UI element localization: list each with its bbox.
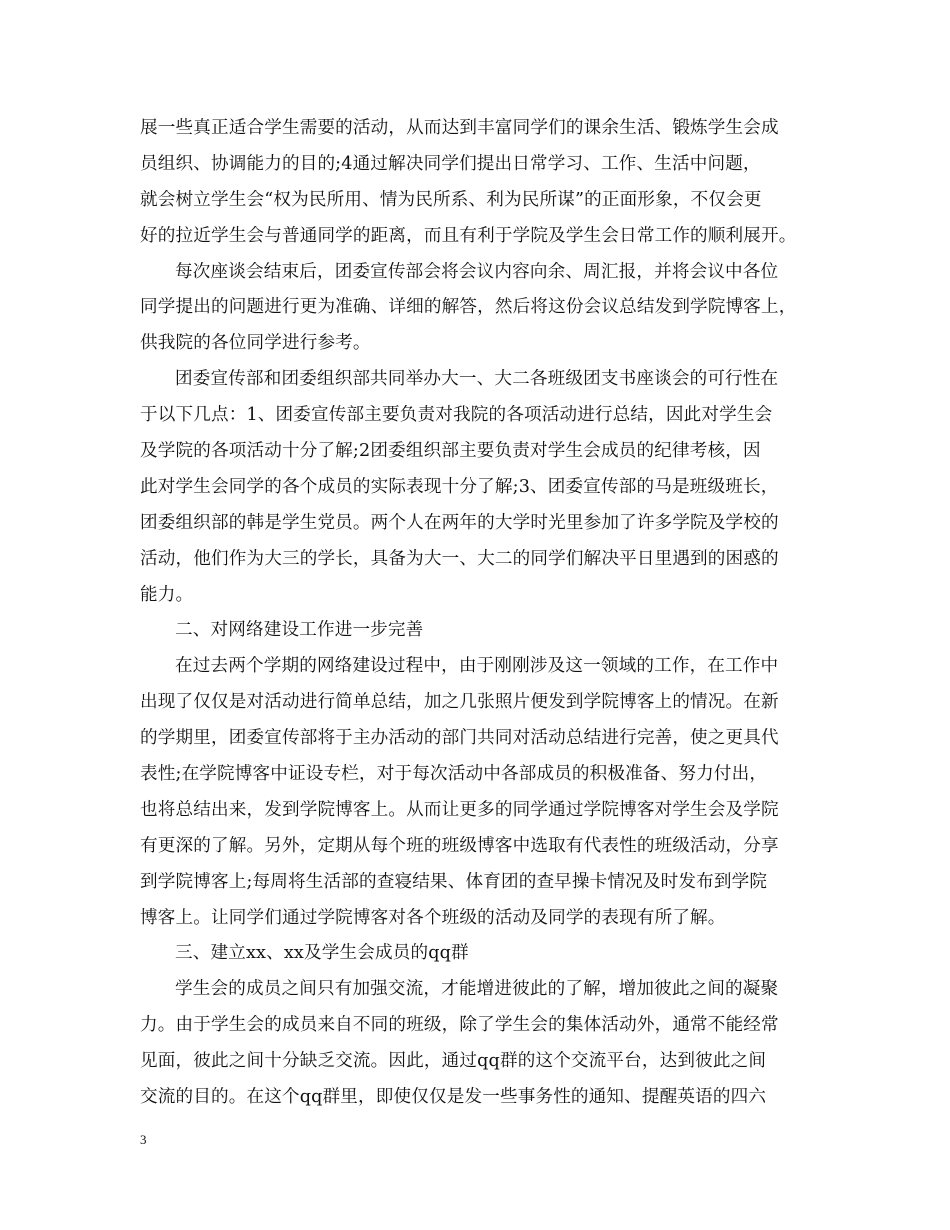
text-line: 活动，他们作为大三的学长，具备为大一、大二的同学们解决平日里遇到的困惑的 bbox=[140, 548, 779, 569]
text-line: 表性;在学院博客中证设专栏，对于每次活动中各部成员的积极准备、努力付出， bbox=[140, 764, 768, 785]
text-line: 交流的目的。在这个qq群里，即使仅仅是发一些事务性的通知、提醒英语的四六 bbox=[140, 1087, 767, 1108]
text-line: 同学提出的问题进行更为准确、详细的解答，然后将这份会议总结发到学院博客上， bbox=[140, 297, 797, 318]
text-line: 展一些真正适合学生需要的活动，从而达到丰富同学们的课余生活、锻炼学生会成 bbox=[140, 118, 779, 138]
text-line: 三、建立xx、xx及学生会成员的qq群 bbox=[175, 943, 469, 964]
document-body bbox=[140, 111, 820, 1116]
text-line: 就会树立学生会“权为民所用、情为民所系、利为民所谋”的正面形象，不仅会更 bbox=[140, 189, 762, 210]
text-line: 出现了仅仅是对活动进行简单总结，加之几张照片便发到学院博客上的情况。在新 bbox=[140, 692, 779, 713]
text-line: 能力。 bbox=[140, 584, 194, 605]
text-line: 也将总结出来，发到学院博客上。从而让更多的同学通过学院博客对学生会及学院 bbox=[140, 799, 779, 820]
text-line: 于以下几点：1、团委宣传部主要负责对我院的各项活动进行总结，因此对学生会 bbox=[140, 405, 773, 426]
text-line: 员组织、协调能力的目的;4通过解决同学们提出日常学习、工作、生活中问题， bbox=[140, 153, 761, 174]
text-line: 供我院的各位同学进行参考。 bbox=[140, 333, 371, 354]
text-line: 学生会的成员之间只有加强交流，才能增进彼此的了解，增加彼此之间的凝聚 bbox=[175, 979, 779, 1000]
page-number: 3 bbox=[140, 1132, 147, 1147]
text-line: 好的拉近学生会与普通同学的距离，而且有利于学院及学生会日常工作的顺利展开。 bbox=[140, 225, 797, 246]
text-line: 此对学生会同学的各个成员的实际表现十分了解;3、团委宣传部的马是班级班长， bbox=[140, 476, 779, 497]
text-line: 见面，彼此之间十分缺乏交流。因此，通过qq群的这个交流平台，达到彼此之间 bbox=[140, 1051, 767, 1072]
text-line: 每次座谈会结束后，团委宣传部会将会议内容向余、周汇报，并将会议中各位 bbox=[175, 261, 779, 282]
text-line: 力。由于学生会的成员来自不同的班级，除了学生会的集体活动外，通常不能经常 bbox=[140, 1015, 779, 1036]
text-line: 到学院博客上;每周将生活部的查寝结果、体育团的查早操卡情况及时发布到学院 bbox=[140, 871, 768, 892]
text-line: 及学院的各项活动十分了解;2团委组织部主要负责对学生会成员的纪律考核，因 bbox=[140, 441, 761, 462]
text-line: 有更深的了解。另外，定期从每个班的班级博客中选取有代表性的班级活动，分享 bbox=[140, 835, 779, 856]
text-line: 二、对网络建设工作进一步完善 bbox=[175, 620, 424, 641]
text-line: 团委宣传部和团委组织部共同举办大一、大二各班级团支书座谈会的可行性在 bbox=[175, 369, 779, 390]
text-line: 团委组织部的韩是学生党员。两个人在两年的大学时光里参加了许多学院及学校的 bbox=[140, 512, 779, 533]
text-line: 在过去两个学期的网络建设过程中，由于刚刚涉及这一领域的工作，在工作中 bbox=[175, 656, 779, 677]
text-line: 的学期里，团委宣传部将于主办活动的部门共同对活动总结进行完善，使之更具代 bbox=[140, 728, 779, 749]
text-line: 博客上。让同学们通过学院博客对各个班级的活动及同学的表现有所了解。 bbox=[140, 907, 726, 928]
